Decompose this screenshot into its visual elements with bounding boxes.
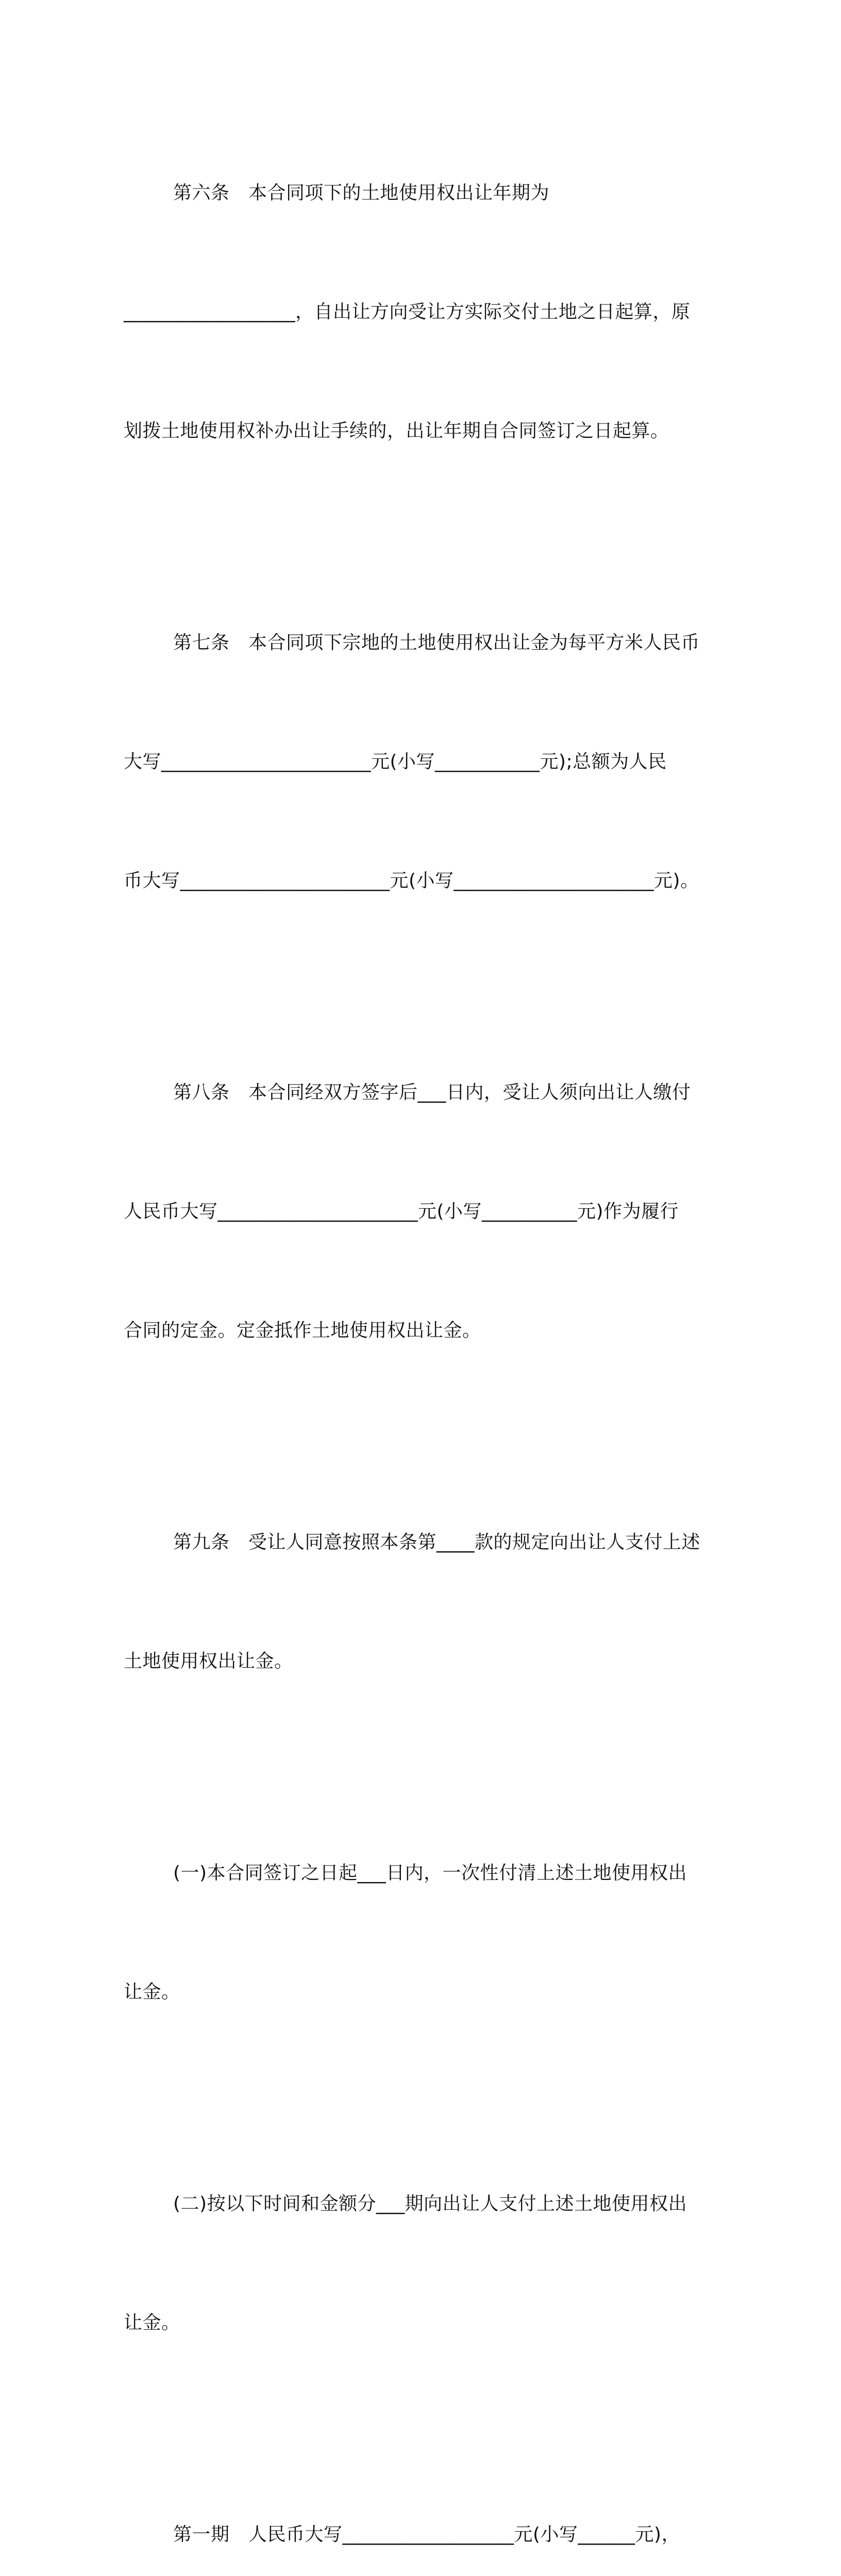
clause-2-line-2: 让金。 [124,2312,180,2333]
clause-2 [124,2105,732,2422]
article-7-line-1: 第七条 本合同项下宗地的土地使用权出让金为每平方米人民币 [173,632,700,653]
clause-1 [124,1774,732,2091]
article-7 [124,544,732,980]
article-6-line-3: 划拨土地使用权补办出让手续的，出让年期自合同签订之日起算。 [124,420,669,442]
article-6-line-2: __________________，自出让方向受让方实际交付土地之日起算，原 [124,301,691,323]
article-7-line-2: 大写______________________元(小写___________元);总额为人民 [124,751,667,772]
installment-1 [124,2435,732,2576]
article-9 [124,1443,732,1760]
article-8-line-1: 第八条 本合同经双方签字后___日内，受让人须向出让人缴付 [173,1082,691,1103]
article-9-line-2: 土地使用权出让金。 [124,1651,293,1672]
article-8 [124,993,732,1430]
clause-1-line-2: 让金。 [124,1981,180,2003]
article-6-line-1: 第六条 本合同项下的土地使用权出让年期为 [173,182,550,204]
clause-2-line-1: (二)按以下时间和金额分___期向出让人支付上述土地使用权出 [173,2193,687,2214]
article-8-line-2: 人民币大写_____________________元(小写__________元)作为履行 [124,1201,679,1222]
clause-1-line-1: (一)本合同签订之日起___日内，一次性付清上述土地使用权出 [173,1862,687,1884]
article-8-line-3: 合同的定金。定金抵作土地使用权出让金。 [124,1320,481,1341]
article-9-line-1: 第九条 受让人同意按照本条第____款的规定向出让人支付上述 [173,1532,701,1553]
article-7-line-3: 币大写______________________元(小写_____________________元)。 [124,870,699,891]
article-6 [124,94,732,530]
installment-1-line-1: 第一期 人民币大写__________________元(小写______元)， [173,2524,681,2545]
document-body [124,94,732,2576]
